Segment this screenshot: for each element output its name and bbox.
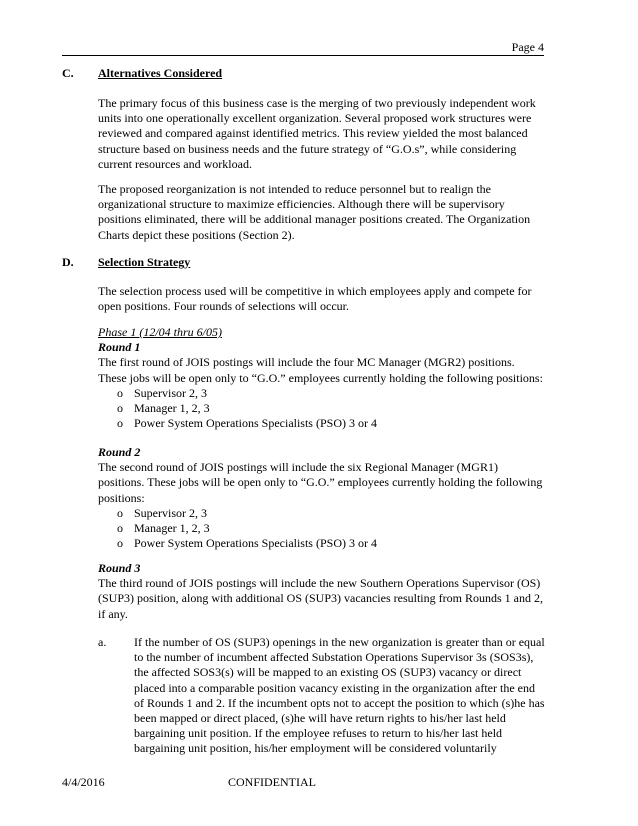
item-a-text: If the number of OS (SUP3) openings in the new organization is greater than or equal to the number of incumbent affected Substation Operations Supervisor 3s (SOS3s), the affected SOS3(s) will be mapped to an existing OS (SUP3) vacancy or direct placed into a comparable position vacancy existing in the organization after the end of Rounds 1 and 2. If the incumbent opts not to accept the position to which (s)he has been mapped or direct placed, (s)he will have return rights to his/her last held bargaining unit position. If the employee refuses to return to his/her last held bargaining unit position, his/her employment will be considered voluntarily <box>134 635 545 756</box>
item-a-label: a. <box>98 635 107 649</box>
list-item <box>98 521 546 536</box>
bullet-icon: o <box>117 536 123 551</box>
bullet-icon: o <box>117 385 123 400</box>
section-c-paragraph-1 <box>98 96 546 172</box>
footer-classification: CONFIDENTIAL <box>228 775 316 789</box>
bullet-icon: o <box>117 416 123 431</box>
list-item <box>98 401 546 416</box>
list-item-text: Power System Operations Specialists (PSO) 3 or 4 <box>134 536 377 551</box>
section-c-title: Alternatives Considered <box>98 66 223 80</box>
page-header <box>62 38 544 56</box>
section-d-intro-text: The selection process used will be competitive in which employees apply and compete for open positions. Four rounds of selections will occur. <box>98 284 532 314</box>
round-2-block <box>98 445 546 551</box>
section-c-paragraph-2 <box>98 182 546 243</box>
list-item-text: Power System Operations Specialists (PSO) 3 or 4 <box>134 416 377 431</box>
bullet-icon: o <box>117 505 123 520</box>
round-1-title: Round 1 <box>98 340 141 355</box>
list-item <box>98 386 546 401</box>
round-3-text: The third round of JOIS postings will include the new Southern Operations Supervisor (OS) (SUP3) position, along with additional OS (SUP3) vacancies resulting from Rounds 1 and 2, if any. <box>98 576 543 621</box>
list-item-text: Supervisor 2, 3 <box>134 385 207 400</box>
section-d-intro <box>98 284 546 314</box>
phase-label: Phase 1 (12/04 thru 6/05) <box>98 325 222 339</box>
bullet-icon: o <box>117 401 123 416</box>
round-2-text: The second round of JOIS postings will include the six Regional Manager (MGR1) positions. These jobs will be open only to “G.O.” employees currently holding the following positions: <box>98 460 543 505</box>
list-item-text: Manager 1, 2, 3 <box>134 521 210 536</box>
round-3-block <box>98 561 546 622</box>
round-2-title: Round 2 <box>98 445 141 459</box>
section-c-letter: C. <box>62 66 74 80</box>
list-item-text: Manager 1, 2, 3 <box>134 401 210 416</box>
section-d-title: Selection Strategy <box>98 255 191 269</box>
list-item <box>98 416 546 431</box>
list-item <box>98 536 546 551</box>
round-1-list <box>98 386 546 432</box>
round-2-list <box>98 506 546 552</box>
bullet-icon: o <box>117 521 123 536</box>
round-3-title: Round 3 <box>98 561 141 575</box>
page-number: Page 4 <box>511 40 544 54</box>
round-1-block <box>98 325 546 431</box>
section-c-para2-text: The proposed reorganization is not intended to reduce personnel but to realign the organizational structure to maximize efficiencies. Although there will be supervisory positions eliminated, there will be additional manager positions created. The Organization Charts depict these positions (Section 2). <box>98 182 531 242</box>
section-d-letter: D. <box>62 255 74 269</box>
section-c-para1-text: The primary focus of this business case is the merging of two previously independent work units into one operationally excellent organization. Several proposed work structures were reviewed and compared against identified metrics. This review yielded the most balanced structure based on business needs and the future strategy of “G.O.s”, while considering current resources and workload. <box>98 96 536 171</box>
list-item <box>98 506 546 521</box>
list-item-text: Supervisor 2, 3 <box>134 505 207 520</box>
footer-date: 4/4/2016 <box>62 775 105 789</box>
round-1-text: The first round of JOIS postings will include the four MC Manager (MGR2) positions. These jobs will be open only to “G.O.” employees currently holding the following positions: <box>98 355 543 385</box>
